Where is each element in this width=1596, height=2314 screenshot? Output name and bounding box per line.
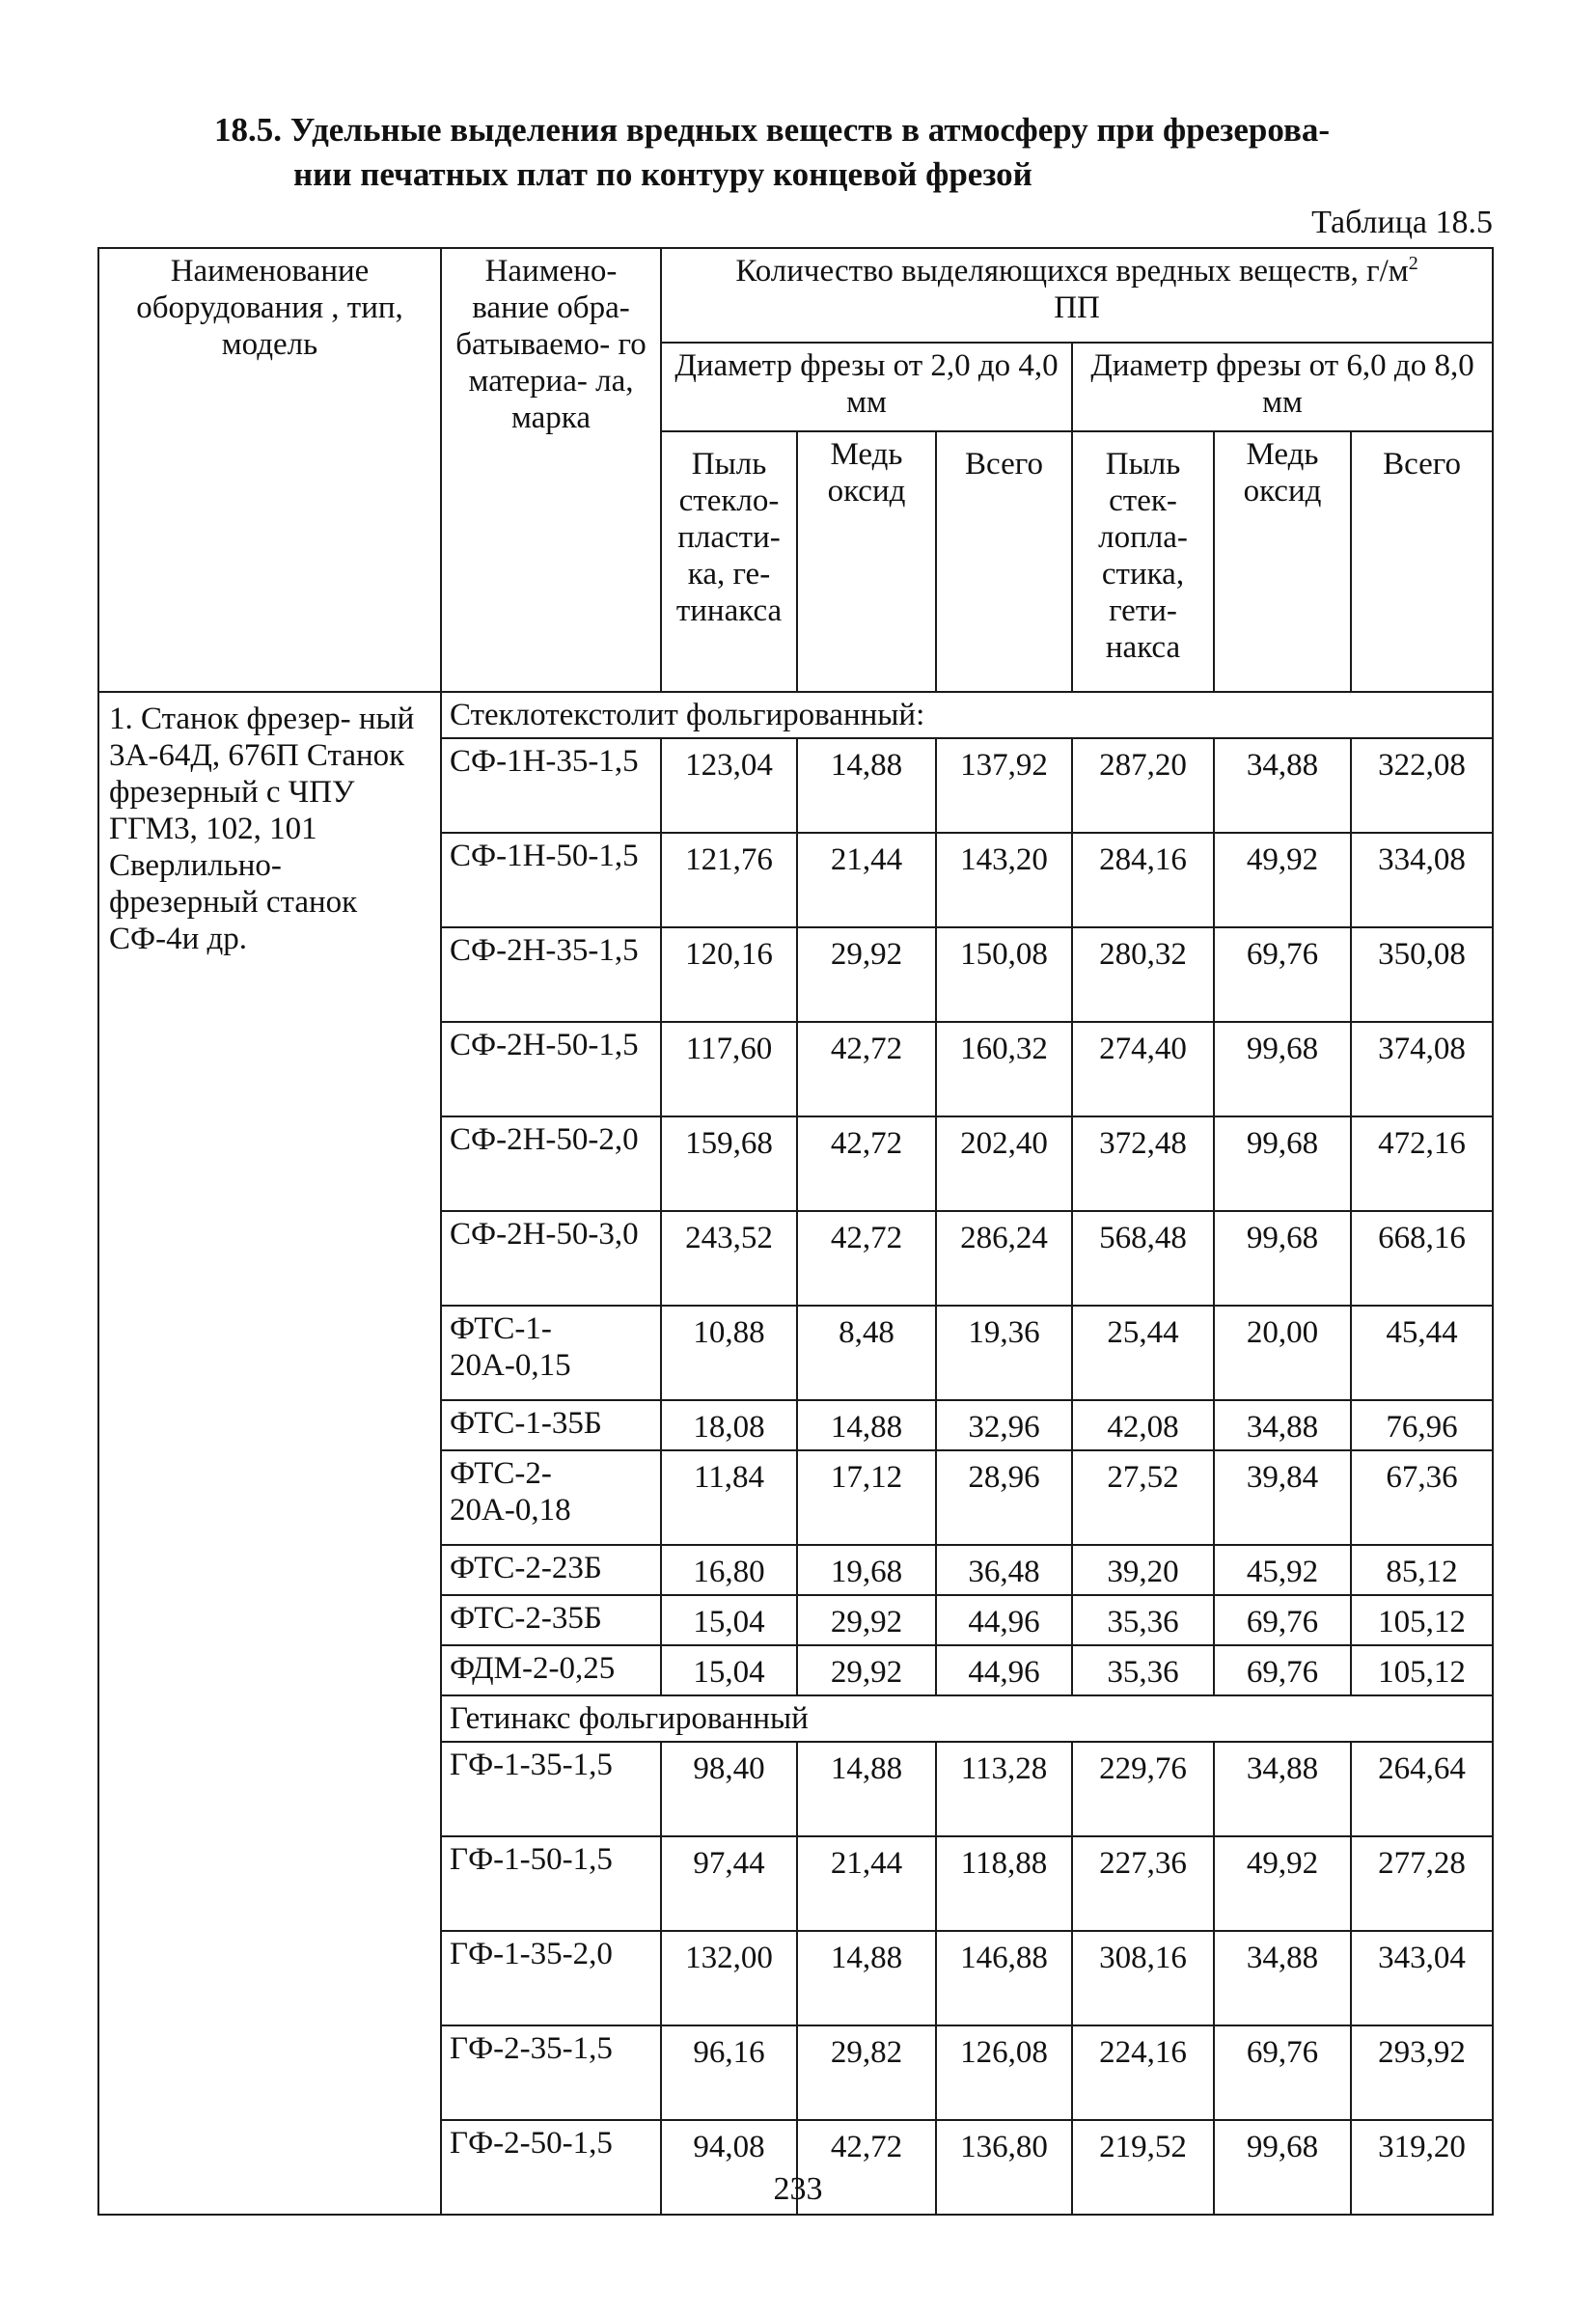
value-cell: 17,12 bbox=[797, 1450, 936, 1545]
value-cell: 21,44 bbox=[797, 833, 936, 927]
material-cell: СФ-2Н-50-1,5 bbox=[441, 1022, 661, 1116]
value-cell: 34,88 bbox=[1214, 1400, 1351, 1450]
value-cell: 123,04 bbox=[661, 738, 797, 833]
value-cell: 49,92 bbox=[1214, 1836, 1351, 1931]
material-cell: ФДМ-2-0,25 bbox=[441, 1645, 661, 1695]
value-cell: 94,08 bbox=[661, 2120, 797, 2215]
value-cell: 25,44 bbox=[1072, 1306, 1214, 1400]
material-cell: ГФ-1-50-1,5 bbox=[441, 1836, 661, 1931]
title-line-1: 18.5. Удельные выделения вредных веществ в атмосферу при фрезерова- bbox=[214, 111, 1331, 149]
material-cell: ФТС-2-20А-0,18 bbox=[441, 1450, 661, 1545]
header-material: Наимено- вание обра- батываемо- го материа- ла, марка bbox=[441, 248, 661, 692]
header-total-small: Всего bbox=[936, 431, 1072, 692]
value-cell: 14,88 bbox=[797, 1931, 936, 2025]
value-cell: 568,48 bbox=[1072, 1211, 1214, 1306]
value-cell: 264,64 bbox=[1351, 1742, 1493, 1836]
value-cell: 117,60 bbox=[661, 1022, 797, 1116]
value-cell: 45,92 bbox=[1214, 1545, 1351, 1595]
value-cell: 29,92 bbox=[797, 1645, 936, 1695]
header-total-large: Всего bbox=[1351, 431, 1493, 692]
header-copper-small: Медь оксид bbox=[797, 431, 936, 692]
material-cell: СФ-2Н-35-1,5 bbox=[441, 927, 661, 1022]
material-cell: СФ-2Н-50-3,0 bbox=[441, 1211, 661, 1306]
header-dust-large: Пыль стек- лопла- стика, гети- накса bbox=[1072, 431, 1214, 692]
header-quantity-text: Количество выделяющихся вредных веществ, г/м bbox=[735, 254, 1409, 289]
value-cell: 219,52 bbox=[1072, 2120, 1214, 2215]
material-cell: ГФ-1-35-1,5 bbox=[441, 1742, 661, 1836]
value-cell: 150,08 bbox=[936, 927, 1072, 1022]
value-cell: 15,04 bbox=[661, 1645, 797, 1695]
value-cell: 99,68 bbox=[1214, 1116, 1351, 1211]
value-cell: 32,96 bbox=[936, 1400, 1072, 1450]
value-cell: 146,88 bbox=[936, 1931, 1072, 2025]
group-name: Стеклотекстолит фольгированный: bbox=[441, 692, 1493, 738]
value-cell: 19,68 bbox=[797, 1545, 936, 1595]
value-cell: 120,16 bbox=[661, 927, 797, 1022]
value-cell: 227,36 bbox=[1072, 1836, 1214, 1931]
value-cell: 20,00 bbox=[1214, 1306, 1351, 1400]
table-label: Таблица 18.5 bbox=[1311, 205, 1493, 240]
value-cell: 284,16 bbox=[1072, 833, 1214, 927]
value-cell: 34,88 bbox=[1214, 1742, 1351, 1836]
material-cell: СФ-1Н-35-1,5 bbox=[441, 738, 661, 833]
material-cell: СФ-2Н-50-2,0 bbox=[441, 1116, 661, 1211]
value-cell: 280,32 bbox=[1072, 927, 1214, 1022]
value-cell: 69,76 bbox=[1214, 927, 1351, 1022]
value-cell: 14,88 bbox=[797, 738, 936, 833]
value-cell: 372,48 bbox=[1072, 1116, 1214, 1211]
value-cell: 350,08 bbox=[1351, 927, 1493, 1022]
value-cell: 35,36 bbox=[1072, 1645, 1214, 1695]
value-cell: 67,36 bbox=[1351, 1450, 1493, 1545]
value-cell: 136,80 bbox=[936, 2120, 1072, 2215]
value-cell: 126,08 bbox=[936, 2025, 1072, 2120]
material-cell: ФТС-1-20А-0,15 bbox=[441, 1306, 661, 1400]
header-quantity bbox=[661, 248, 1493, 343]
value-cell: 42,72 bbox=[797, 1116, 936, 1211]
value-cell: 229,76 bbox=[1072, 1742, 1214, 1836]
value-cell: 334,08 bbox=[1351, 833, 1493, 927]
value-cell: 374,08 bbox=[1351, 1022, 1493, 1116]
value-cell: 99,68 bbox=[1214, 1022, 1351, 1116]
value-cell: 143,20 bbox=[936, 833, 1072, 927]
value-cell: 34,88 bbox=[1214, 1931, 1351, 2025]
material-cell: СФ-1Н-50-1,5 bbox=[441, 833, 661, 927]
page-number: 233 bbox=[773, 2171, 823, 2207]
value-cell: 243,52 bbox=[661, 1211, 797, 1306]
value-cell: 29,82 bbox=[797, 2025, 936, 2120]
value-cell: 42,72 bbox=[797, 1211, 936, 1306]
value-cell: 121,76 bbox=[661, 833, 797, 927]
value-cell: 39,20 bbox=[1072, 1545, 1214, 1595]
value-cell: 42,72 bbox=[797, 1022, 936, 1116]
value-cell: 18,08 bbox=[661, 1400, 797, 1450]
value-cell: 319,20 bbox=[1351, 2120, 1493, 2215]
value-cell: 21,44 bbox=[797, 1836, 936, 1931]
material-cell: ФТС-1-35Б bbox=[441, 1400, 661, 1450]
value-cell: 39,84 bbox=[1214, 1450, 1351, 1545]
value-cell: 42,72 bbox=[797, 2120, 936, 2215]
value-cell: 69,76 bbox=[1214, 2025, 1351, 2120]
material-cell: ФТС-2-35Б bbox=[441, 1595, 661, 1645]
value-cell: 15,04 bbox=[661, 1595, 797, 1645]
emissions-table bbox=[97, 247, 1494, 2216]
value-cell: 132,00 bbox=[661, 1931, 797, 2025]
value-cell: 10,88 bbox=[661, 1306, 797, 1400]
value-cell: 29,92 bbox=[797, 927, 936, 1022]
value-cell: 160,32 bbox=[936, 1022, 1072, 1116]
value-cell: 118,88 bbox=[936, 1836, 1072, 1931]
value-cell: 472,16 bbox=[1351, 1116, 1493, 1211]
value-cell: 98,40 bbox=[661, 1742, 797, 1836]
value-cell: 293,92 bbox=[1351, 2025, 1493, 2120]
value-cell: 36,48 bbox=[936, 1545, 1072, 1595]
value-cell: 8,48 bbox=[797, 1306, 936, 1400]
header-diameter-large: Диаметр фрезы от 6,0 до 8,0 мм bbox=[1072, 343, 1493, 431]
value-cell: 277,28 bbox=[1351, 1836, 1493, 1931]
value-cell: 16,80 bbox=[661, 1545, 797, 1595]
header-quantity-unit: ПП bbox=[1054, 290, 1100, 325]
value-cell: 34,88 bbox=[1214, 738, 1351, 833]
group-name: Гетинакс фольгированный bbox=[441, 1695, 1493, 1742]
value-cell: 69,76 bbox=[1214, 1595, 1351, 1645]
value-cell: 322,08 bbox=[1351, 738, 1493, 833]
value-cell: 35,36 bbox=[1072, 1595, 1214, 1645]
header-dust-small: Пыль стекло- пласти- ка, ге- тинакса bbox=[661, 431, 797, 692]
value-cell: 14,88 bbox=[797, 1742, 936, 1836]
value-cell: 42,08 bbox=[1072, 1400, 1214, 1450]
value-cell: 202,40 bbox=[936, 1116, 1072, 1211]
value-cell: 29,92 bbox=[797, 1595, 936, 1645]
value-cell: 28,96 bbox=[936, 1450, 1072, 1545]
material-cell: ГФ-1-35-2,0 bbox=[441, 1931, 661, 2025]
material-cell: ФТС-2-23Б bbox=[441, 1545, 661, 1595]
value-cell: 668,16 bbox=[1351, 1211, 1493, 1306]
value-cell: 44,96 bbox=[936, 1645, 1072, 1695]
value-cell: 224,16 bbox=[1072, 2025, 1214, 2120]
value-cell: 49,92 bbox=[1214, 833, 1351, 927]
value-cell: 85,12 bbox=[1351, 1545, 1493, 1595]
header-equipment: Наименование оборудования , тип, модель bbox=[98, 248, 441, 692]
header-diameter-small: Диаметр фрезы от 2,0 до 4,0 мм bbox=[661, 343, 1072, 431]
value-cell: 99,68 bbox=[1214, 1211, 1351, 1306]
value-cell: 76,96 bbox=[1351, 1400, 1493, 1450]
value-cell: 96,16 bbox=[661, 2025, 797, 2120]
value-cell: 27,52 bbox=[1072, 1450, 1214, 1545]
value-cell: 69,76 bbox=[1214, 1645, 1351, 1695]
value-cell: 159,68 bbox=[661, 1116, 797, 1211]
page-title bbox=[214, 108, 1469, 197]
value-cell: 113,28 bbox=[936, 1742, 1072, 1836]
value-cell: 44,96 bbox=[936, 1595, 1072, 1645]
header-copper-large: Медь оксид bbox=[1214, 431, 1351, 692]
value-cell: 274,40 bbox=[1072, 1022, 1214, 1116]
value-cell: 11,84 bbox=[661, 1450, 797, 1545]
title-line-2: нии печатных плат по контуру концевой фрезой bbox=[293, 155, 1032, 193]
header-quantity-sup: 2 bbox=[1408, 253, 1418, 274]
equipment-cell: 1. Станок фрезер- ный 3А-64Д, 676П Станок фрезерный с ЧПУ ГГМ3, 102, 101 Сверлильно- фрезерный станок СФ-4и др. bbox=[98, 692, 441, 2215]
value-cell: 14,88 bbox=[797, 1400, 936, 1450]
value-cell: 97,44 bbox=[661, 1836, 797, 1931]
value-cell: 308,16 bbox=[1072, 1931, 1214, 2025]
value-cell: 99,68 bbox=[1214, 2120, 1351, 2215]
value-cell: 287,20 bbox=[1072, 738, 1214, 833]
group-row bbox=[98, 692, 1493, 738]
value-cell: 286,24 bbox=[936, 1211, 1072, 1306]
value-cell: 45,44 bbox=[1351, 1306, 1493, 1400]
material-cell: ГФ-2-50-1,5 bbox=[441, 2120, 661, 2215]
value-cell: 137,92 bbox=[936, 738, 1072, 833]
value-cell: 343,04 bbox=[1351, 1931, 1493, 2025]
value-cell: 105,12 bbox=[1351, 1595, 1493, 1645]
material-cell: ГФ-2-35-1,5 bbox=[441, 2025, 661, 2120]
value-cell: 19,36 bbox=[936, 1306, 1072, 1400]
value-cell: 105,12 bbox=[1351, 1645, 1493, 1695]
